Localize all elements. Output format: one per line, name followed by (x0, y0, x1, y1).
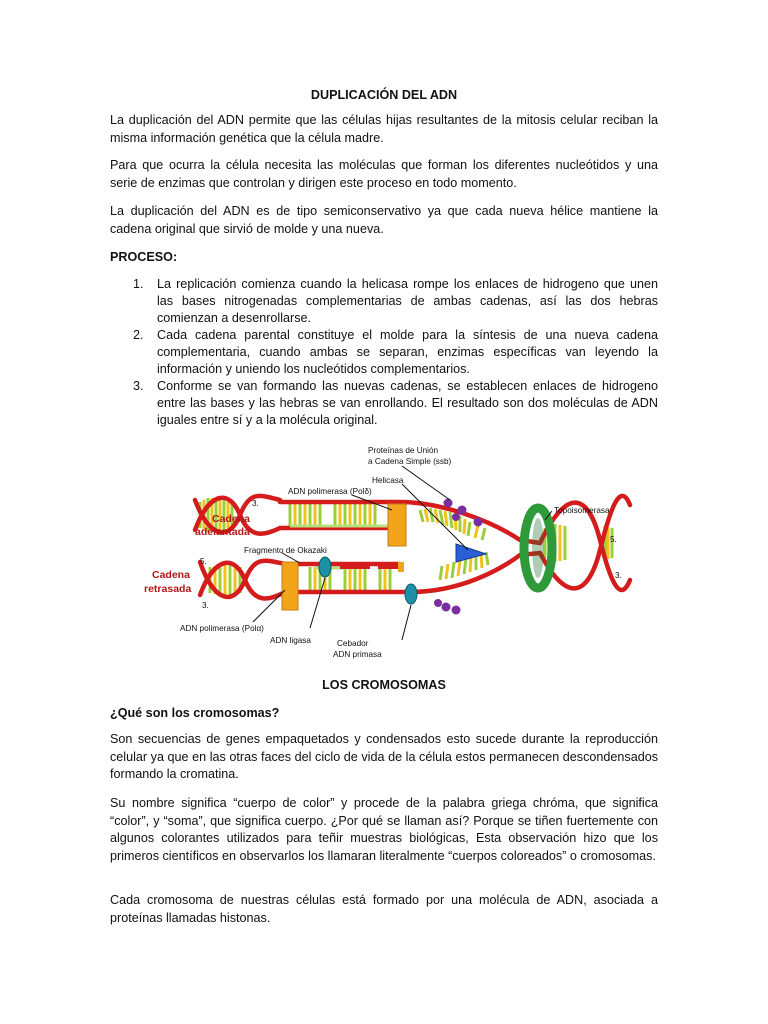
label-polimerasa-delta: ADN polimerasa (Polδ) (288, 487, 372, 496)
label-cadena-adelantada-2: adelantada (195, 526, 250, 538)
step-number: 1. (133, 277, 144, 291)
step-text: Cada cadena parental constituye el molde para la síntesis de una nueva cadena complementaria, cuando ambas se separan, enzimas específicas van leyendo la información y uniendo los nucleótidos complementarios. (157, 328, 658, 376)
label-helicasa: Helicasa (372, 476, 404, 485)
label-ligasa: ADN ligasa (270, 636, 311, 645)
label-topoisomerasa: Topoisomerasa (554, 506, 610, 515)
primer-marker (398, 562, 404, 572)
paragraph-6: Cada cromosoma de nuestras células está formado por una molécula de ADN, asociada a proteínas llamadas histonas. (110, 893, 658, 925)
list-item (110, 327, 658, 378)
step-number: 2. (133, 328, 144, 342)
label-end-5-right: 5. (610, 535, 617, 544)
label-end-3-right: 3. (615, 571, 622, 580)
label-cebador: Cebador (337, 639, 369, 648)
process-steps-list (110, 276, 658, 429)
step-text: La replicación comienza cuando la helicasa rompe los enlaces de hidrogeno que unen las bases nitrogenadas complementarias de ambas cadenas, así las dos hebras comienzan a desenrollarse. (157, 277, 658, 325)
polymerase-alpha-shape (282, 562, 298, 610)
label-fragmento-okazaki: Fragmento de Okazaki (244, 546, 327, 555)
proceso-heading: PROCESO: (110, 250, 178, 264)
label-cadena-adelantada-1: Cadena (212, 513, 250, 525)
label-primasa: ADN primasa (333, 650, 382, 659)
dna-replication-diagram (140, 440, 640, 665)
paragraph-1: La duplicación del ADN permite que las células hijas resultantes de la mitosis celular reciban la misma información genética que la célula madre. (110, 113, 658, 145)
label-end-5-lower: 5. (200, 557, 207, 566)
label-cadena-simple: a Cadena Simple (ssb) (368, 457, 452, 466)
title-cromosomas: LOS CROMOSOMAS (322, 678, 446, 692)
title-duplicacion: DUPLICACIÓN DEL ADN (310, 88, 458, 102)
label-cadena-retrasada-2: retrasada (144, 583, 192, 595)
label-polimerasa-alpha: ADN polimerasa (Polα) (180, 624, 264, 633)
paragraph-4: Son secuencias de genes empaquetados y condensados esto sucede durante la reproducción celular ya que en las otras faces del ciclo de vida de la célula estos permanecen descondensados formando la cromatina. (110, 732, 658, 781)
label-end-3-lower: 3. (202, 601, 209, 610)
ligase-shape (319, 557, 331, 577)
paragraph-3: La duplicación del ADN es de tipo semiconservativo ya que cada nueva hélice mantiene la cadena original que sirvió de molde y una nueva. (110, 204, 658, 236)
question-heading: ¿Qué son los cromosomas? (110, 706, 280, 720)
list-item (110, 276, 658, 327)
paragraph-2: Para que ocurra la célula necesita las moléculas que forman los diferentes nucleótidos y una serie de enzimas que controlan y dirigen este proceso en todo momento. (110, 158, 658, 190)
step-number: 3. (133, 379, 144, 393)
label-cadena-retrasada-1: Cadena (152, 569, 190, 581)
polymerase-delta-shape (388, 504, 406, 546)
label-end-3-upper: 3. (252, 499, 259, 508)
paragraph-5: Su nombre significa “cuerpo de color” y procede de la palabra griega chróma, que significa “color”, y “soma”, que significa cuerpo. ¿Por qué se llaman así? Porque se tiñen fuertemente con algunos colorantes utilizados para teñir muestras biológicas, Esta observación hizo que los primeros científicos en observarlos los llamaran literalmente “cuerpos coloreados” o cromosomas. (110, 796, 658, 863)
step-text: Conforme se van formando las nuevas cadenas, se establecen enlaces de hidrogeno entre las bases y las hebras se van enrollando. El resultado son dos moléculas de ADN iguales entre sí y a la molécula original. (157, 379, 658, 427)
primase-shape (405, 584, 417, 604)
list-item (110, 378, 658, 429)
label-proteinas-union: Proteínas de Unión (368, 446, 439, 455)
